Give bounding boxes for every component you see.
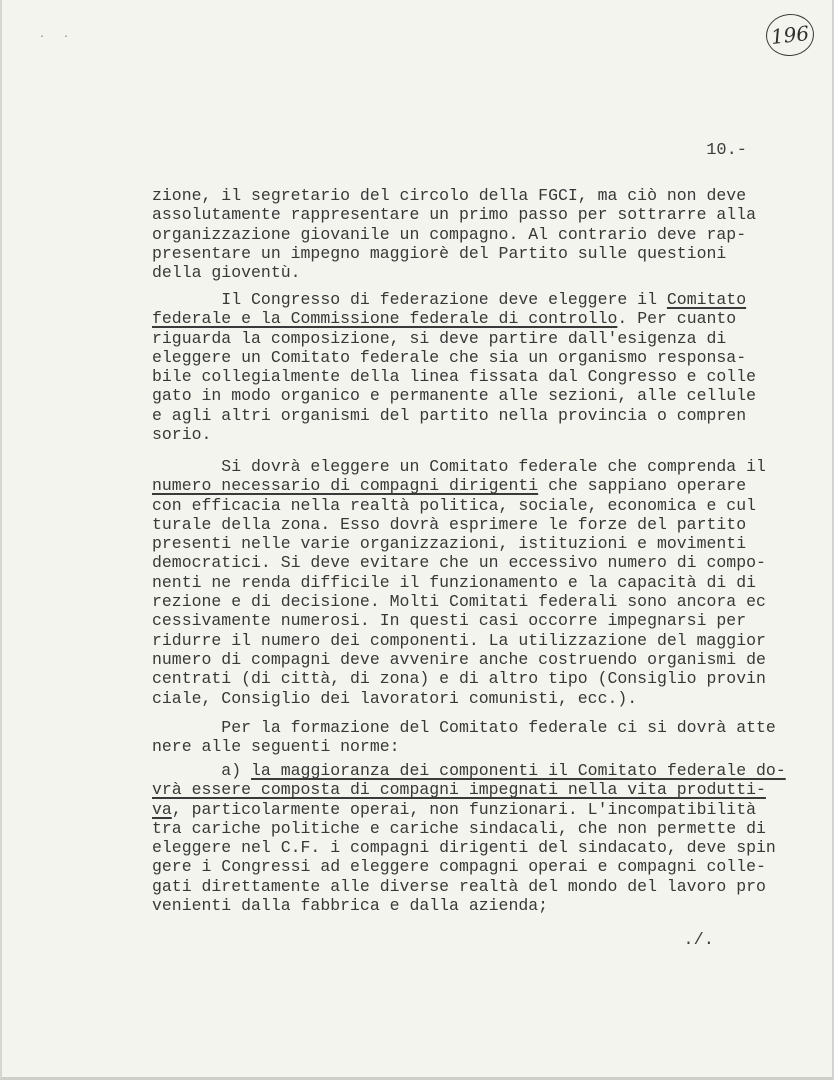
underlined-text: la maggioranza dei componenti il Comitato federale do- [251, 761, 786, 780]
paragraph-congresso [152, 290, 756, 444]
underlined-text: numero necessario di compagni dirigenti [152, 476, 539, 496]
text-line: eleggere un Comitato federale che sia un organismo responsa- [152, 347, 747, 367]
text-line: che sappiano operare [538, 476, 747, 496]
text-line: con efficacia nella realtà politica, sociale, economica e cul [152, 495, 756, 515]
text-line: eleggere nel C.F. i compagni dirigenti del sindacato, deve spin [152, 838, 776, 858]
text-line: nere alle seguenti norme: [152, 737, 400, 757]
text-line: centrati (di città, di zona) e di altro tipo (Consiglio provin [152, 669, 766, 689]
text-line: nenti ne renda difficile il funzionamento e la capacità di di [152, 572, 756, 592]
text-line: . Per cuanto [617, 309, 737, 329]
text-line: presenti nelle varie organizzazioni, istituzioni e movimenti [152, 534, 747, 554]
paragraph-comitato [152, 457, 766, 708]
text-line: Per la formazione del Comitato federale ci si dovrà atte [152, 718, 776, 737]
scan-specks: . . [39, 30, 76, 41]
text-line: riguarda la composizione, si deve partire dall'esigenza di [152, 328, 727, 348]
text-line: bile collegialmente della linea fissata dal Congresso e colle [152, 367, 756, 387]
text-line: della gioventù. [152, 263, 301, 283]
text-line: ciale, Consiglio dei lavoratori comunisti, ecc.). [152, 688, 638, 708]
text-line: Si dovrà eleggere un Comitato federale che comprenda il [152, 457, 766, 476]
text-line: a) [152, 761, 252, 780]
text-line: democratici. Si deve evitare che un eccessivo numero di compo- [152, 553, 766, 573]
underlined-text: federale e la Commissione federale di controllo [152, 309, 618, 329]
text-line: numero di compagni deve avvenire anche costruendo organismi de [152, 649, 766, 669]
text-line: gato in modo organico e permanente alle sezioni, alle cellule [152, 386, 756, 406]
text-line: gere i Congressi ad eleggere compagni operai e compagni colle- [152, 857, 766, 877]
continuation-mark: ./. [683, 931, 714, 950]
text-line: Il Congresso di federazione deve eleggere il [152, 290, 667, 309]
text-line: ridurre il numero dei componenti. La utilizzazione del maggior [152, 630, 766, 650]
text-line: organizzazione giovanile un compagno. Al contrario deve rap- [152, 224, 747, 244]
paragraph-fgci [152, 186, 756, 282]
text-line: venienti dalla fabbrica e dalla azienda; [152, 896, 549, 916]
text-line: assolutamente rappresentare un primo passo per sottrarre alla [152, 205, 756, 225]
underlined-text: Comitato [666, 290, 747, 309]
underlined-text: va [152, 799, 172, 819]
text-line: , particolarmente operai, non funzionari. L'incompatibilità [171, 799, 757, 819]
text-line: turale della zona. Esso dovrà esprimere le forze del partito [152, 514, 747, 534]
archive-stamp [764, 12, 816, 59]
text-line: tra cariche politiche e cariche sindacali, che non permette di [152, 818, 766, 838]
text-line: zione, il segretario del circolo della FGCI, ma ciò non deve [152, 186, 747, 205]
text-line: gati direttamente alle diverse realtà del mondo del lavoro pro [152, 876, 766, 896]
text-line: sorio. [152, 425, 212, 445]
paragraph-norme-intro [152, 718, 776, 757]
text-line: presentare un impegno maggiorè del Partito sulle questioni [152, 243, 727, 263]
text-line: e agli altri organismi del partito nella provincia o compren [152, 405, 747, 425]
paragraph-norma-a [152, 761, 786, 915]
page-number: 10.- [706, 141, 747, 160]
text-line: rezione e di decisione. Molti Comitati federali sono ancora ec [152, 592, 766, 612]
text-line: cessivamente numerosi. In questi casi occorre impegnarsi per [152, 611, 747, 631]
archive-stamp-number: 196 [769, 21, 811, 49]
underlined-text: vrà essere composta di compagni impegnati nella vita produtti- [152, 780, 766, 800]
